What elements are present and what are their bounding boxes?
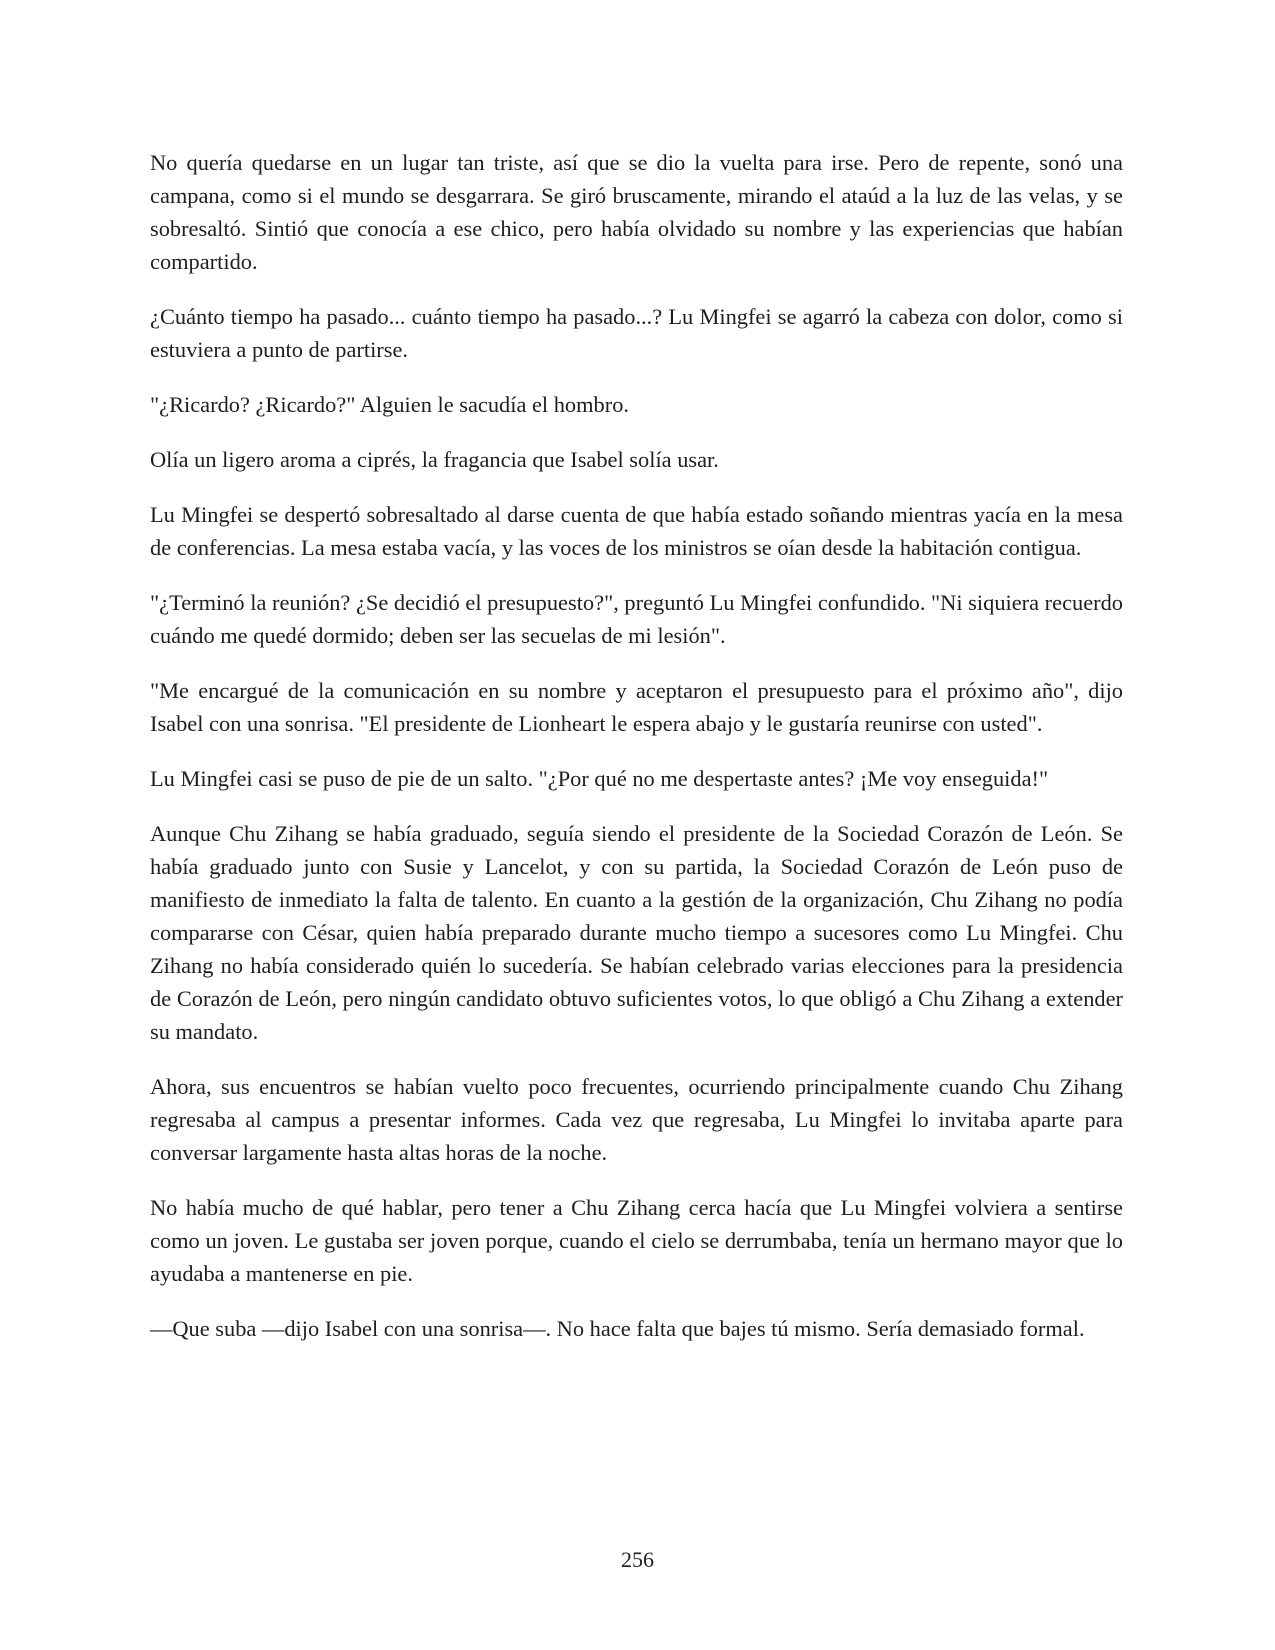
paragraph: Lu Mingfei casi se puso de pie de un salto. "¿Por qué no me despertaste antes? ¡Me voy enseguida!" bbox=[150, 766, 1049, 791]
page-body bbox=[150, 146, 1123, 1367]
paragraph: No había mucho de qué hablar, pero tener a Chu Zihang cerca hacía que Lu Mingfei volviera a sentirse como un joven. Le gustaba ser joven porque, cuando el cielo se derrumbaba, tenía un hermano mayor que lo ayudaba a mantenerse en pie. bbox=[150, 1195, 1123, 1286]
paragraph: —Que suba —dijo Isabel con una sonrisa—. No hace falta que bajes tú mismo. Sería demasiado formal. bbox=[150, 1316, 1085, 1341]
paragraph: ¿Cuánto tiempo ha pasado... cuánto tiempo ha pasado...? Lu Mingfei se agarró la cabeza con dolor, como si estuviera a punto de partirse. bbox=[150, 304, 1123, 362]
paragraph: Lu Mingfei se despertó sobresaltado al darse cuenta de que había estado soñando mientras yacía en la mesa de conferencias. La mesa estaba vacía, y las voces de los ministros se oían desde la habitación contigua. bbox=[150, 502, 1123, 560]
paragraph: "Me encargué de la comunicación en su nombre y aceptaron el presupuesto para el próximo año", dijo Isabel con una sonrisa. "El presidente de Lionheart le espera abajo y le gustaría reunirse con usted". bbox=[150, 678, 1123, 736]
paragraph: "¿Terminó la reunión? ¿Se decidió el presupuesto?", preguntó Lu Mingfei confundido. "Ni siquiera recuerdo cuándo me quedé dormido; deben ser las secuelas de mi lesión". bbox=[150, 590, 1123, 648]
paragraph: Ahora, sus encuentros se habían vuelto poco frecuentes, ocurriendo principalmente cuando Chu Zihang regresaba al campus a presentar informes. Cada vez que regresaba, Lu Mingfei lo invitaba aparte para conversar largamente hasta altas horas de la noche. bbox=[150, 1074, 1123, 1165]
paragraph: "¿Ricardo? ¿Ricardo?" Alguien le sacudía el hombro. bbox=[150, 392, 629, 417]
paragraph: No quería quedarse en un lugar tan triste, así que se dio la vuelta para irse. Pero de repente, sonó una campana, como si el mundo se desgarrara. Se giró bruscamente, mirando el ataúd a la luz de las velas, y se sobresaltó. Sintió que conocía a ese chico, pero había olvidado su nombre y las experiencias que habían compartido. bbox=[150, 150, 1123, 274]
page-number: 256 bbox=[621, 1547, 654, 1572]
paragraph: Aunque Chu Zihang se había graduado, seguía siendo el presidente de la Sociedad Corazón de León. Se había graduado junto con Susie y Lancelot, y con su partida, la Sociedad Corazón de León puso de manifiesto de inmediato la falta de talento. En cuanto a la gestión de la organización, Chu Zihang no podía compararse con César, quien había preparado durante mucho tiempo a sucesores como Lu Mingfei. Chu Zihang no había considerado quién lo sucedería. Se habían celebrado varias elecciones para la presidencia de Corazón de León, pero ningún candidato obtuvo suficientes votos, lo que obligó a Chu Zihang a extender su mandato. bbox=[150, 821, 1123, 1044]
paragraph: Olía un ligero aroma a ciprés, la fragancia que Isabel solía usar. bbox=[150, 447, 719, 472]
